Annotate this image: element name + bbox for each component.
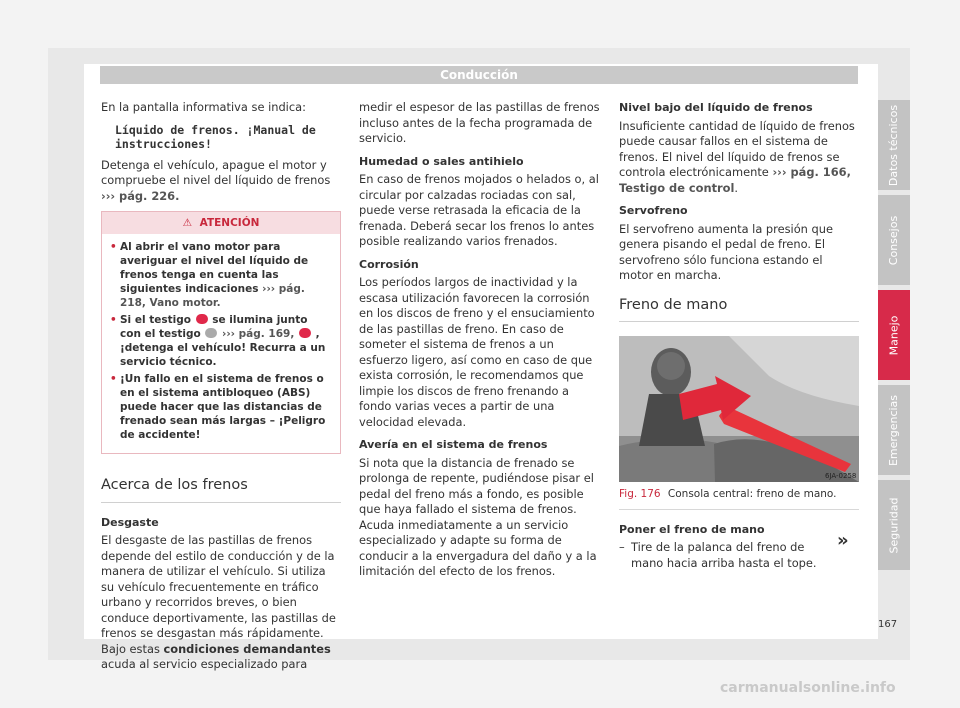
- corrosion-text: Los períodos largos de inactividad y la escasa utilización favorecen la corrosión en los discos de freno y el ensuciamiento de las pastillas de freno. En caso de someter el sistema de frenos a un esfuerzo ligero, así como en caso de que exista corrosión, le recomendamos que limpie los discos de freno frenando a fondo varias veces a partir de una velocidad elevada.: [359, 275, 595, 429]
- nivel-text: Insuficiente cantidad de líquido de frenos puede causar fallos en el sistema de frenos. El nivel del líquido de frenos se controla electrónicamente ››› pág. 166, Testigo de control.: [619, 118, 855, 195]
- figure-code: 6JA-0258: [825, 472, 857, 480]
- column-2: [359, 100, 602, 587]
- continue-arrow-icon: »: [837, 530, 849, 551]
- section-title-freno-mano: Freno de mano: [619, 298, 859, 323]
- subheading-poner-freno: Poner el freno de mano: [619, 522, 765, 536]
- warning-body: [102, 234, 340, 453]
- desgaste-continued: medir el espesor de las pastillas de frenos incluso antes de la fecha programada de servicio.: [359, 100, 600, 145]
- instruction-text: Detenga el vehículo, apague el motor y compruebe el nivel del líquido de frenos ››› pág. 226.: [101, 157, 331, 203]
- subheading-corrosion: Corrosión: [359, 257, 419, 271]
- page-ref-link[interactable]: ››› pág. 169,: [222, 328, 295, 340]
- abs-warning-icon: [205, 328, 217, 338]
- step-item: – Tire de la palanca del freno de mano hacia arriba hasta el tope.: [619, 540, 834, 571]
- page-number: 167: [878, 619, 898, 630]
- tab-datos-tecnicos[interactable]: Datos técnicos: [878, 100, 910, 190]
- page-ref-link[interactable]: ››› pág. 166, Testigo de control: [619, 165, 851, 195]
- warning-box: [101, 211, 341, 454]
- warning-item: • ¡Un fallo en el sistema de frenos o en el sistema antibloqueo (ABS) puede hacer que las distancias de frenado sean más largas – ¡Peligro de accidente!: [110, 372, 332, 442]
- figure-caption: Fig. 176 Consola central: freno de mano.: [619, 482, 859, 510]
- column-3: [619, 100, 859, 578]
- tab-emergencias[interactable]: Emergencias: [878, 385, 910, 475]
- display-message: Líquido de frenos. ¡Manual de instrucciones!: [115, 122, 316, 151]
- warning-item: • Al abrir el vano motor para averiguar el nivel del líquido de frenos tenga en cuenta las siguientes indicaciones ››› pág. 218, Vano motor.: [110, 240, 332, 310]
- subheading-desgaste: Desgaste: [101, 515, 159, 529]
- subheading-nivel: Nivel bajo del líquido de frenos: [619, 101, 813, 114]
- averia-text: Si nota que la distancia de frenado se prolonga de repente, pudiéndose pisar el pedal del freno más a fondo, es posible que haya fallado el sistema de frenos. Acuda inmediatamente a un servicio especializado y adapte su forma de conducir a la envergadura del daño y a la limitación del efecto de los frenos.: [359, 455, 597, 578]
- intro-text: En la pantalla informativa se indica:: [101, 100, 306, 114]
- handbrake-figure: [619, 336, 859, 482]
- stop-warning-icon: [299, 328, 311, 338]
- desgaste-text: El desgaste de las pastillas de frenos depende del estilo de conducción y de la manera de utilizar el vehículo. Si utiliza su vehículo frecuentemente en tráfico urbano y recorridos breves, o bien conduce deportivamente, las pastillas de frenos se desgastan más rápidamente. Bajo estas condiciones demandantes acuda al servicio especializado para: [101, 533, 336, 671]
- warning-item: • Si el testigo se ilumina junto con el testigo ››› pág. 169, , ¡detenga el vehículo! Recurra a un servicio técnico.: [110, 313, 332, 369]
- servo-text: El servofreno aumenta la presión que genera pisando el pedal de freno. El servofreno sólo funciona estando el motor en marcha.: [619, 221, 833, 282]
- subheading-servofreno: Servofreno: [619, 204, 688, 217]
- watermark: carmanualsonline.info: [720, 680, 896, 696]
- humedad-text: En caso de frenos mojados o helados o, al circular por calzadas rociadas con sal, puede verse retrasada la eficacia de la frenada. Deberá secar los frenos lo antes posible realizando varios frenados.: [359, 172, 599, 248]
- page-ref-link[interactable]: ››› pág. 218, Vano motor.: [120, 283, 305, 309]
- page-ref-link[interactable]: ››› pág. 226.: [101, 188, 180, 203]
- side-tabs: [878, 100, 910, 575]
- tab-consejos[interactable]: Consejos: [878, 195, 910, 285]
- column-1: [101, 100, 341, 680]
- warning-triangle-icon: ⚠: [182, 217, 192, 229]
- tab-manejo[interactable]: Manejo: [878, 290, 910, 380]
- subheading-averia: Avería en el sistema de frenos: [359, 438, 548, 451]
- page-header: Conducción: [100, 66, 858, 84]
- handbrake-illustration: [619, 336, 859, 482]
- subheading-humedad: Humedad o sales antihielo: [359, 154, 524, 168]
- tab-seguridad[interactable]: Seguridad: [878, 480, 910, 570]
- warning-header: ⚠ ATENCIÓN: [102, 212, 340, 234]
- section-title-frenos: Acerca de los frenos: [101, 478, 341, 503]
- brake-warning-icon: [196, 314, 208, 324]
